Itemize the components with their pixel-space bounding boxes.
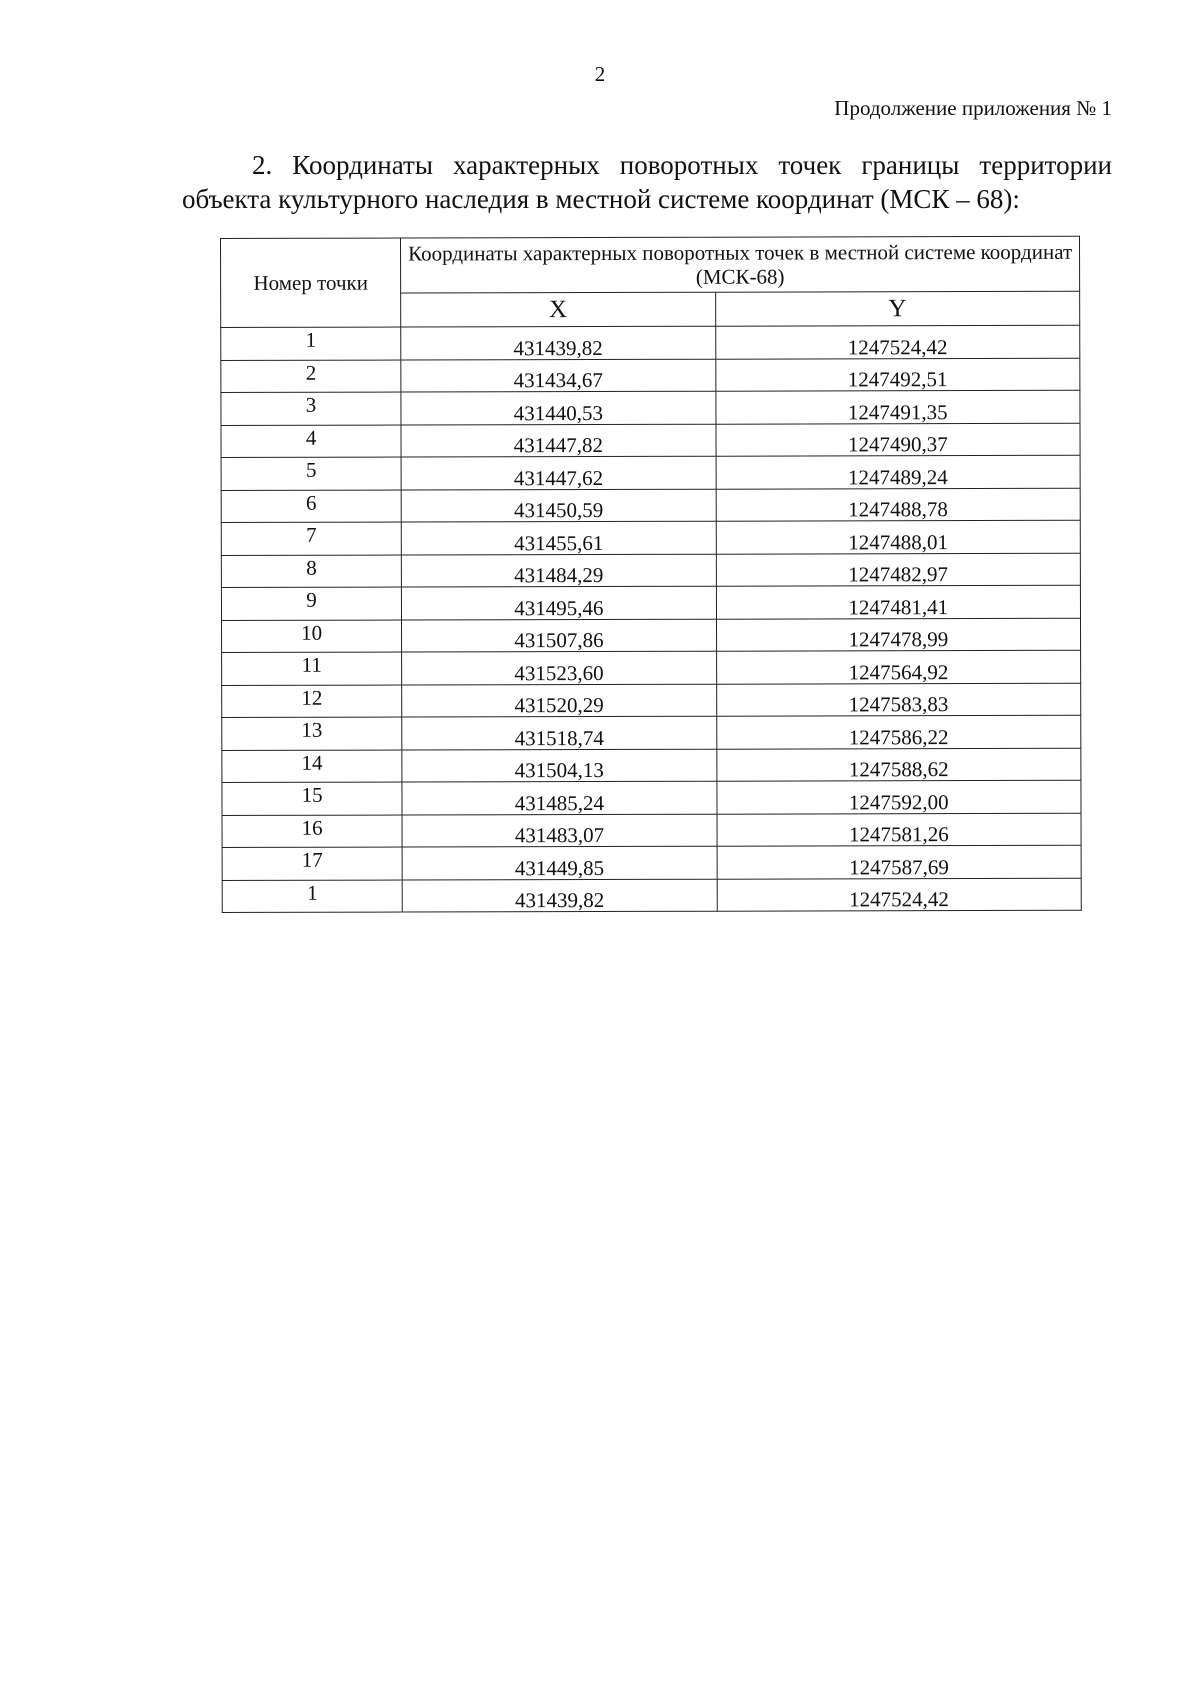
- table-row: [222, 845, 1081, 880]
- table-row: [221, 325, 1080, 360]
- table-row: [221, 488, 1080, 523]
- x-coordinate-cell: 431518,74: [402, 716, 716, 749]
- point-number-cell: 5: [221, 457, 401, 490]
- table-row: [221, 423, 1080, 458]
- y-coordinate-cell: 1247581,26: [717, 813, 1082, 846]
- point-number-header: Номер точки: [221, 238, 401, 327]
- x-coordinate-cell: 431485,24: [402, 781, 716, 814]
- y-coordinate-cell: 1247592,00: [716, 780, 1081, 813]
- y-coordinate-cell: 1247564,92: [716, 650, 1081, 683]
- table-row: [222, 618, 1081, 653]
- y-coordinate-cell: 1247586,22: [716, 715, 1081, 748]
- point-number-cell: 8: [221, 555, 401, 588]
- point-number-cell: 11: [222, 652, 402, 685]
- page-number: 2: [594, 62, 606, 86]
- table-row: [221, 585, 1080, 620]
- point-number-cell: 2: [221, 360, 401, 393]
- table-row: [222, 650, 1081, 685]
- table-row: [221, 390, 1080, 425]
- point-number-cell: 9: [221, 587, 401, 620]
- section-heading-line-1: 2. Координаты характерных поворотных точек границы территории: [252, 150, 1112, 180]
- x-coordinate-cell: 431440,53: [401, 391, 715, 424]
- y-coordinate-cell: 1247583,83: [716, 683, 1081, 716]
- y-coordinate-cell: 1247492,51: [715, 358, 1080, 391]
- table-row: [222, 748, 1081, 783]
- y-coordinate-cell: 1247489,24: [716, 455, 1081, 488]
- point-number-cell: 6: [221, 490, 401, 523]
- point-number-cell: 16: [222, 815, 402, 848]
- y-coordinate-cell: 1247524,42: [717, 878, 1082, 911]
- x-coordinate-cell: 431447,82: [401, 424, 715, 457]
- point-number-cell: 13: [222, 717, 402, 750]
- x-coordinate-cell: 431449,85: [402, 846, 716, 879]
- point-number-cell: 1: [222, 880, 402, 913]
- table-body: [221, 325, 1082, 912]
- table-header-row: [221, 236, 1080, 293]
- y-coordinate-cell: 1247490,37: [716, 423, 1081, 456]
- coordinates-table: [220, 236, 1082, 913]
- x-coordinate-cell: 431439,82: [401, 326, 715, 359]
- x-coordinate-cell: 431483,07: [402, 814, 716, 847]
- y-coordinate-cell: 1247478,99: [716, 618, 1081, 651]
- point-number-cell: 14: [222, 750, 402, 783]
- point-number-cell: 7: [221, 522, 401, 555]
- y-coordinate-cell: 1247491,35: [715, 390, 1080, 423]
- y-column-header: Y: [715, 291, 1080, 326]
- x-coordinate-cell: 431447,62: [401, 456, 715, 489]
- section-heading: [182, 148, 1112, 216]
- y-coordinate-cell: 1247482,97: [716, 553, 1081, 586]
- x-column-header: X: [401, 292, 715, 327]
- x-coordinate-cell: 431507,86: [402, 619, 716, 652]
- x-coordinate-cell: 431495,46: [402, 586, 716, 619]
- x-coordinate-cell: 431484,29: [402, 554, 716, 587]
- point-number-cell: 4: [221, 425, 401, 458]
- y-coordinate-cell: 1247481,41: [716, 585, 1081, 618]
- x-coordinate-cell: 431523,60: [402, 651, 716, 684]
- appendix-note: Продолжение приложения № 1: [834, 96, 1112, 120]
- x-coordinate-cell: 431434,67: [401, 359, 715, 392]
- table-row: [222, 715, 1081, 750]
- coordinates-group-header: Координаты характерных поворотных точек в местной системе координат (МСК-68): [401, 236, 1080, 293]
- y-coordinate-cell: 1247588,62: [716, 748, 1081, 781]
- x-coordinate-cell: 431450,59: [401, 489, 715, 522]
- table-row: [221, 455, 1080, 490]
- point-number-cell: 15: [222, 782, 402, 815]
- table-row: [221, 553, 1080, 588]
- x-coordinate-cell: 431455,61: [401, 521, 715, 554]
- y-coordinate-cell: 1247488,01: [716, 520, 1081, 553]
- y-coordinate-cell: 1247488,78: [716, 488, 1081, 521]
- x-coordinate-cell: 431520,29: [402, 684, 716, 717]
- y-coordinate-cell: 1247587,69: [717, 845, 1082, 878]
- table-row: [221, 358, 1080, 393]
- x-coordinate-cell: 431439,82: [402, 879, 716, 912]
- y-coordinate-cell: 1247524,42: [715, 325, 1080, 358]
- point-number-cell: 10: [222, 620, 402, 653]
- point-number-cell: 12: [222, 685, 402, 718]
- table-row: [222, 683, 1081, 718]
- x-coordinate-cell: 431504,13: [402, 749, 716, 782]
- table-row: [222, 780, 1081, 815]
- table-row: [222, 878, 1081, 913]
- section-heading-line-2: объекта культурного наследия в местной системе координат (МСК – 68):: [182, 184, 1020, 214]
- table-row: [222, 813, 1081, 848]
- point-number-cell: 1: [221, 327, 401, 360]
- table-row: [221, 520, 1080, 555]
- point-number-cell: 3: [221, 392, 401, 425]
- point-number-cell: 17: [222, 847, 402, 880]
